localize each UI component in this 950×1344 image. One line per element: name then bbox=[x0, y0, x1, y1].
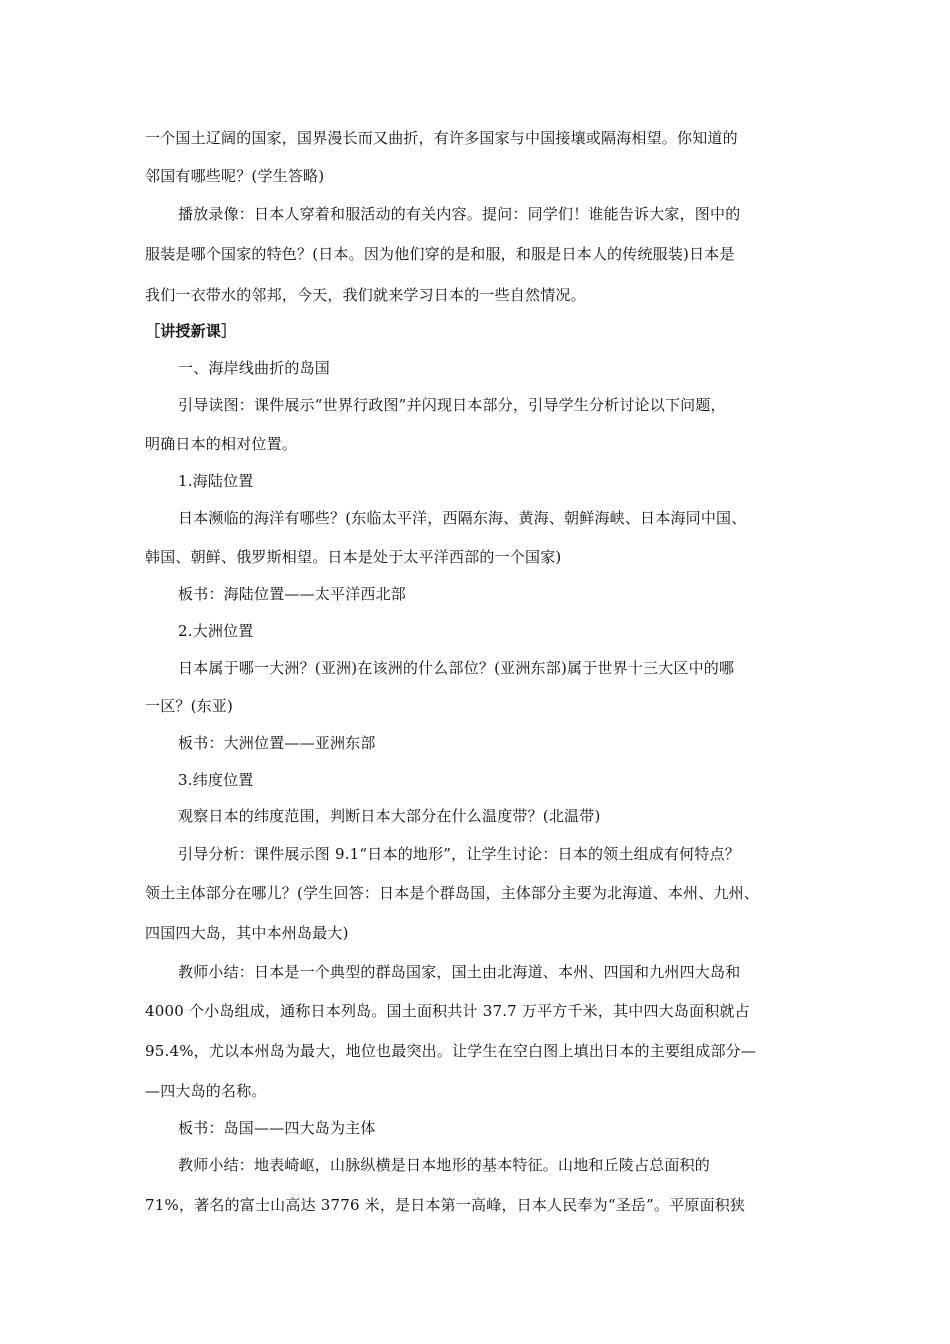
text-line: 一个国土辽阔的国家，国界漫长而又曲折，有许多国家与中国接壤或隔海相望。你知道的 bbox=[145, 129, 738, 147]
numbered-heading: 1.海陆位置 bbox=[178, 472, 254, 490]
text-line: 日本属于哪一大洲？(亚洲)在该洲的什么部位？(亚洲东部)属于世界十三大区中的哪 bbox=[178, 659, 735, 677]
text-line: 教师小结：地表崎岖，山脉纵横是日本地形的基本特征。山地和丘陵占总面积的 bbox=[178, 1156, 711, 1174]
text-line: 95.4%，尤以本州岛为最大，地位也最突出。让学生在空白图上填出日本的主要组成部分— bbox=[145, 1042, 757, 1060]
text-line: 教师小结：日本是一个典型的群岛国家，国土由北海道、本州、四国和九州四大岛和 bbox=[178, 963, 741, 981]
text-line: 一区？(东亚) bbox=[145, 697, 234, 715]
text-line: 板书：岛国——四大岛为主体 bbox=[178, 1119, 376, 1137]
text-line: 引导分析：课件展示图 9.1“日本的地形”，让学生讨论：日本的领土组成有何特点？ bbox=[178, 845, 740, 863]
text-line: 服装是哪个国家的特色？(日本。因为他们穿的是和服，和服是日本人的传统服装)日本是 bbox=[145, 245, 735, 263]
text-line: 四国四大岛，其中本州岛最大) bbox=[145, 924, 349, 942]
text-line: 明确日本的相对位置。 bbox=[145, 435, 298, 453]
text-line: 领土主体部分在哪儿？(学生回答：日本是个群岛国，主体部分主要为北海道、本州、九州、 bbox=[145, 884, 760, 902]
section-heading: ［讲授新课］ bbox=[145, 322, 237, 340]
numbered-heading: 3.纬度位置 bbox=[178, 771, 254, 789]
text-line: 我们一衣带水的邻邦，今天，我们就来学习日本的一些自然情况。 bbox=[145, 286, 586, 304]
text-line: 播放录像：日本人穿着和服活动的有关内容。提问：同学们！谁能告诉大家，图中的 bbox=[178, 205, 741, 223]
text-line: 71%，著名的富士山高达 3776 米，是日本第一高峰，日本人民奉为“圣岳”。平原面积狭 bbox=[145, 1196, 746, 1214]
text-line: 引导读图：课件展示“世界行政图”并闪现日本部分，引导学生分析讨论以下问题， bbox=[178, 396, 726, 414]
text-line: 4000 个小岛组成，通称日本列岛。国土面积共计 37.7 万平方千米，其中四大岛面积就占 bbox=[145, 1002, 750, 1020]
text-line: —四大岛的名称。 bbox=[145, 1082, 267, 1100]
text-line: 韩国、朝鲜、俄罗斯相望。日本是处于太平洋西部的一个国家) bbox=[145, 548, 562, 566]
text-line: 日本濒临的海洋有哪些？(东临太平洋，西隔东海、黄海、朝鲜海峡、日本海同中国、 bbox=[178, 509, 747, 527]
numbered-heading: 2.大洲位置 bbox=[178, 622, 254, 640]
text-line: 板书：大洲位置——亚洲东部 bbox=[178, 734, 376, 752]
text-line: 板书：海陆位置——太平洋西北部 bbox=[178, 585, 407, 603]
subsection-heading: 一、海岸线曲折的岛国 bbox=[178, 359, 331, 377]
text-line: 观察日本的纬度范围，判断日本大部分在什么温度带？(北温带) bbox=[178, 807, 601, 825]
text-line: 邻国有哪些呢？(学生答略) bbox=[145, 167, 325, 185]
